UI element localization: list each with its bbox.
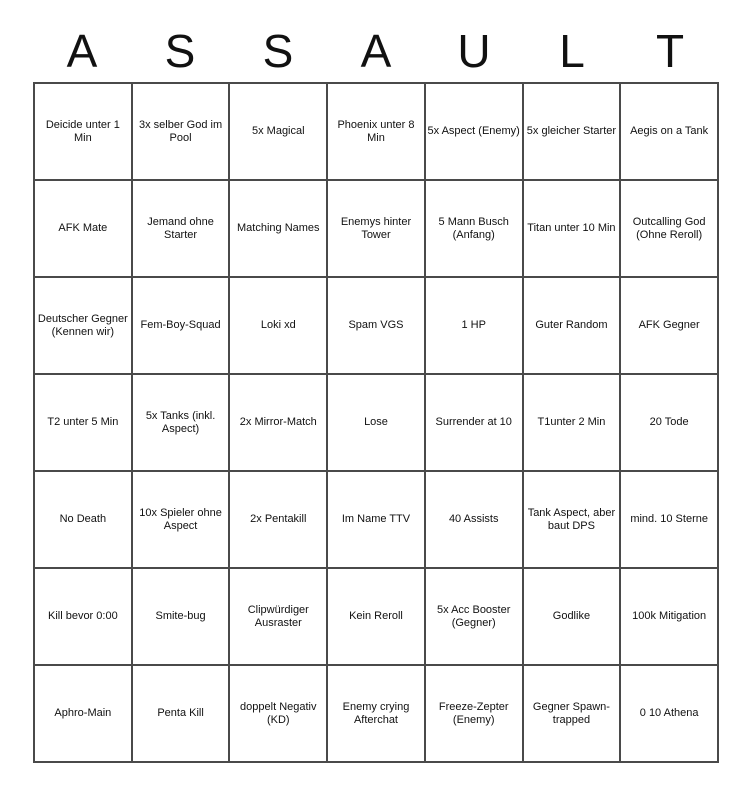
cell-text: Loki xd	[260, 319, 296, 332]
bingo-cell[interactable]	[34, 83, 132, 180]
bingo-cell[interactable]	[523, 665, 621, 762]
cell-text: Deicide unter 1 Min	[45, 118, 120, 144]
cell-text: 1 HP	[461, 319, 486, 332]
title-letter: A	[360, 25, 392, 77]
cell-text: Outcalling God (Ohne Reroll)	[632, 215, 706, 241]
bingo-cell[interactable]	[620, 83, 718, 180]
bingo-cell[interactable]	[327, 374, 425, 471]
bingo-cell[interactable]	[620, 568, 718, 665]
cell-text: Penta Kill	[157, 707, 204, 720]
bingo-cell[interactable]	[620, 471, 718, 568]
title-letter: T	[655, 25, 685, 77]
bingo-cell[interactable]	[34, 180, 132, 277]
bingo-cell[interactable]	[34, 277, 132, 374]
cell-text: 5x Tanks (inkl. Aspect)	[145, 409, 216, 435]
bingo-cell[interactable]	[132, 471, 230, 568]
cell-text: 40 Assists	[448, 513, 499, 526]
cell-text: T2 unter 5 Min	[47, 416, 119, 429]
bingo-cell[interactable]	[132, 665, 230, 762]
cell-text: 2x Pentakill	[250, 513, 307, 526]
bingo-cell[interactable]	[523, 83, 621, 180]
cell-text: Tank Aspect, aber baut DPS	[527, 506, 616, 532]
cell-text: Kill bevor 0:00	[47, 610, 118, 623]
cell-text: 2x Mirror-Match	[239, 416, 317, 429]
title-letter: L	[559, 25, 585, 77]
cell-text: Matching Names	[237, 222, 320, 235]
cell-text: 5x gleicher Starter	[526, 125, 617, 138]
bingo-grid	[33, 82, 719, 763]
bingo-cell[interactable]	[425, 568, 523, 665]
bingo-cell[interactable]	[620, 374, 718, 471]
cell-text: Surrender at 10	[435, 416, 512, 429]
bingo-cell[interactable]	[229, 277, 327, 374]
cell-text: Kein Reroll	[349, 610, 403, 623]
bingo-cell[interactable]	[327, 665, 425, 762]
bingo-cell[interactable]	[523, 568, 621, 665]
bingo-cell[interactable]	[34, 665, 132, 762]
bingo-cell[interactable]	[327, 277, 425, 374]
bingo-cell[interactable]	[327, 180, 425, 277]
cell-text: AFK Gegner	[638, 319, 700, 332]
cell-text: Jemand ohne Starter	[147, 215, 214, 241]
cell-text: 5x Magical	[251, 125, 305, 138]
cell-text: Aegis on a Tank	[630, 125, 709, 138]
cell-text: 5x Aspect (Enemy)	[427, 125, 520, 138]
cell-text: 5x Acc Booster (Gegner)	[437, 603, 511, 629]
cell-text: 3x selber God im Pool	[138, 118, 223, 144]
bingo-cell[interactable]	[34, 568, 132, 665]
bingo-cell[interactable]	[229, 180, 327, 277]
page-title	[33, 0, 719, 80]
cell-text: Aphro-Main	[54, 707, 112, 720]
title-letter: U	[457, 25, 491, 77]
cell-text: Gegner Spawn-trapped	[532, 700, 610, 726]
bingo-cell[interactable]	[620, 180, 718, 277]
bingo-cell[interactable]	[229, 83, 327, 180]
cell-text: T1unter 2 Min	[537, 416, 606, 429]
cell-text: doppelt Negativ (KD)	[240, 700, 317, 726]
bingo-cell[interactable]	[34, 374, 132, 471]
bingo-cell[interactable]	[327, 83, 425, 180]
cell-text: Titan unter 10 Min	[527, 222, 616, 235]
cell-text: Godlike	[552, 610, 591, 623]
cell-text: 100k Mitigation	[632, 610, 707, 623]
bingo-cell[interactable]	[425, 277, 523, 374]
cell-text: 10x Spieler ohne Aspect	[139, 506, 222, 532]
bingo-cell[interactable]	[229, 374, 327, 471]
cell-text: AFK Mate	[58, 222, 108, 235]
cell-text: 5 Mann Busch (Anfang)	[438, 215, 509, 241]
cell-text: Spam VGS	[348, 319, 404, 332]
cell-text: Guter Random	[535, 319, 608, 332]
cell-text: Phoenix unter 8 Min	[337, 118, 415, 144]
title-letter: A	[66, 25, 98, 77]
bingo-cell[interactable]	[620, 665, 718, 762]
bingo-cell[interactable]	[425, 665, 523, 762]
bingo-cell[interactable]	[132, 568, 230, 665]
cell-text: 0 10 Athena	[639, 707, 699, 720]
bingo-cell[interactable]	[229, 568, 327, 665]
bingo-cell[interactable]	[132, 83, 230, 180]
bingo-cell[interactable]	[229, 471, 327, 568]
bingo-cell[interactable]	[523, 374, 621, 471]
cell-text: Im Name TTV	[341, 513, 411, 526]
bingo-cell[interactable]	[229, 665, 327, 762]
title-letter: S	[164, 25, 196, 77]
cell-text: 20 Tode	[649, 416, 689, 429]
cell-text: Smite-bug	[155, 610, 206, 623]
bingo-cell[interactable]	[34, 471, 132, 568]
cell-text: Enemy crying Afterchat	[342, 700, 410, 726]
cell-text: Clipwürdiger Ausraster	[247, 603, 309, 629]
cell-text: No Death	[59, 513, 107, 526]
bingo-cell[interactable]	[132, 277, 230, 374]
cell-text: Fem-Boy-Squad	[140, 319, 221, 332]
cell-text: Lose	[364, 416, 388, 429]
bingo-cell[interactable]	[132, 180, 230, 277]
cell-text: Freeze-Zepter (Enemy)	[438, 700, 509, 726]
cell-text: mind. 10 Sterne	[630, 513, 708, 526]
cell-text: Enemys hinter Tower	[340, 215, 412, 241]
title-letter: S	[262, 25, 294, 77]
bingo-cell[interactable]	[327, 568, 425, 665]
cell-text: Deutscher Gegner (Kennen wir)	[37, 312, 128, 338]
bingo-cell[interactable]	[523, 180, 621, 277]
bingo-cell[interactable]	[425, 83, 523, 180]
bingo-cell[interactable]	[425, 180, 523, 277]
bingo-cell[interactable]	[523, 277, 621, 374]
bingo-cell[interactable]	[620, 277, 718, 374]
bingo-cell[interactable]	[327, 471, 425, 568]
bingo-cell[interactable]	[425, 374, 523, 471]
bingo-cell[interactable]	[425, 471, 523, 568]
bingo-cell[interactable]	[132, 374, 230, 471]
bingo-cell[interactable]	[523, 471, 621, 568]
